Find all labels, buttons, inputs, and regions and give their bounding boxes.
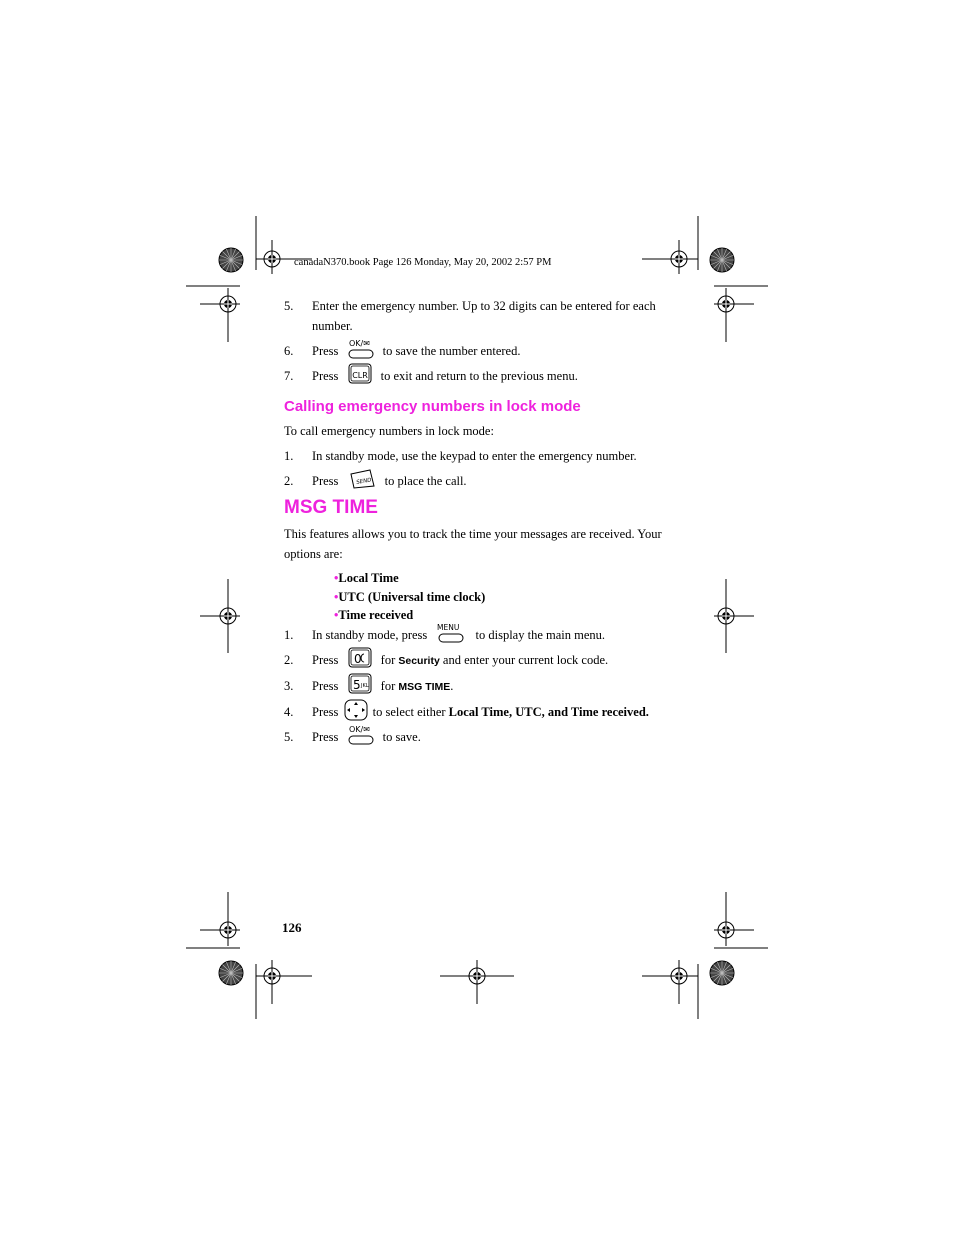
svg-text:OK/✉: OK/✉ (348, 339, 370, 349)
list-item: •Time received (334, 608, 414, 622)
svg-text:OK/✉: OK/✉ (348, 724, 370, 734)
list-item: 5. Press OK/✉ to save. (284, 727, 664, 747)
zero-key-icon (348, 647, 372, 669)
list-item: 1. In standby mode, press MENU to display the main menu. (284, 625, 664, 645)
ok-key-icon (348, 338, 374, 360)
ok-key-icon (348, 724, 374, 746)
list-item: 5. Enter the emergency number. Up to 32 digits can be entered for each number. (284, 299, 656, 333)
section-heading-msg-time: MSG TIME (284, 497, 378, 518)
list-item: •Local Time (334, 571, 399, 585)
list-item: 3. Press 5 JKL for MSG TIME. (284, 676, 664, 697)
section-heading-emergency: Calling emergency numbers in lock mode (284, 398, 581, 415)
svg-text:5: 5 (352, 677, 361, 692)
send-key-icon (348, 468, 376, 490)
list-item: 7. Press CLR to exit and return to the previous menu. (284, 366, 664, 386)
svg-text:MENU: MENU (437, 622, 460, 632)
svg-text:SEND: SEND (355, 477, 372, 487)
list-item: •UTC (Universal time clock) (334, 589, 486, 604)
section-intro: To call emergency numbers in lock mode: (284, 424, 494, 438)
list-item: 4. Press to select either Local Time, UTC, and Time received. (284, 702, 664, 722)
list-item: 1. In standby mode, use the keypad to enter the emergency number. (284, 449, 637, 463)
page-content (284, 296, 664, 752)
five-key-icon (348, 673, 372, 695)
clr-key-icon (348, 363, 372, 385)
page-number: 126 (282, 920, 302, 935)
section-intro: This features allows you to track the time your messages are received. Your options are: (284, 527, 662, 561)
svg-text:JKL: JKL (360, 682, 369, 689)
list-item: 2. Press SEND to place the call. (284, 471, 664, 491)
navigation-key-icon (344, 699, 368, 721)
menu-key-icon (436, 622, 466, 644)
list-item: 6. Press OK/✉ to save the number entered. (284, 341, 664, 361)
book-slug: canadaN370.book Page 126 Monday, May 20, 2002 2:57 PM (294, 257, 552, 268)
svg-text:CLR: CLR (351, 371, 368, 381)
options-list (334, 569, 664, 625)
list-item: 2. Press 0 for Security and enter your current lock code. (284, 650, 664, 671)
svg-text:0: 0 (353, 651, 362, 666)
